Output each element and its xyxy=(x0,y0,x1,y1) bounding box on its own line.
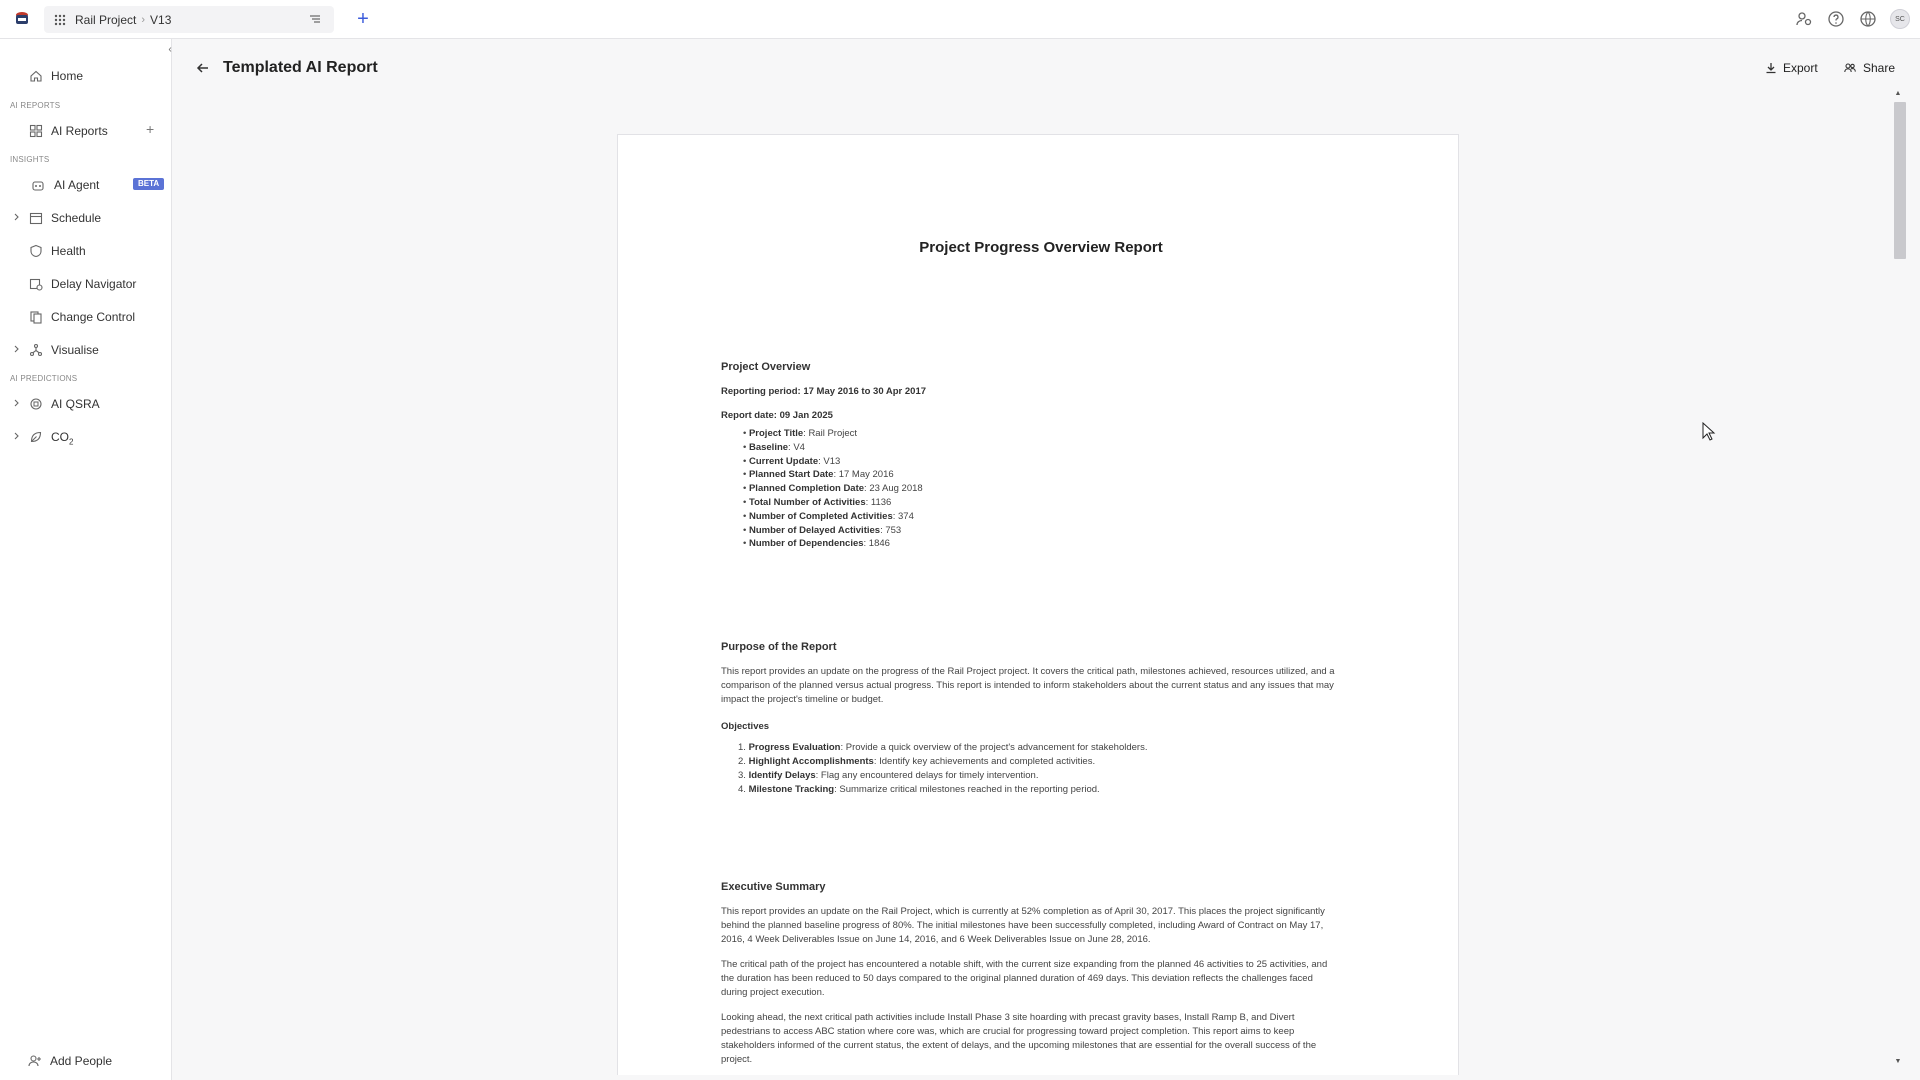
chevron-right-icon[interactable] xyxy=(12,344,22,354)
sidebar-item-ai-reports[interactable] xyxy=(0,118,171,144)
sidebar-item-label: Schedule xyxy=(51,211,102,225)
avatar[interactable]: SC xyxy=(1890,9,1910,29)
dashboard-icon xyxy=(29,124,43,138)
beta-badge: BETA xyxy=(133,178,164,190)
project-name: Rail Project xyxy=(75,12,137,27)
sidebar-item-change-control[interactable] xyxy=(0,304,171,330)
top-bar xyxy=(0,0,1920,39)
add-user-icon xyxy=(28,1054,42,1068)
list-item: 1. Progress Evaluation: Provide a quick overview of the project's advancement for stakeholders. xyxy=(738,742,1148,753)
purpose-text: This report provides an update on the progress of the Rail Project project. It covers the critical path, milestones achieved, resources utilized, and a comparison of the planned versus actual progress. This report is intended to inform stakeholders about the current status and any issues that may impact the project's timeline or budget. xyxy=(721,666,1335,705)
executive-summary-paragraph: Looking ahead, the next critical path activities include Install Phase 3 site hoarding with precast gravity bases, Install Ramp B, and Divert pedestrians to access ABC station where core was, which are crucial for progressing toward project completion. This report aims to keep stakeholders informed of the current status, the extent of delays, and the upcoming milestones that are essential for the overall success of the project. xyxy=(721,1012,1317,1065)
share-label: Share xyxy=(1863,61,1896,75)
sidebar-item-label: AI QSRA xyxy=(51,397,100,411)
user-settings-icon[interactable] xyxy=(1794,9,1814,29)
clock-calendar-icon xyxy=(29,277,43,291)
chevron-right-icon[interactable] xyxy=(12,398,22,408)
scroll-up-arrow[interactable]: ▲ xyxy=(1894,90,1902,97)
list-item: • Number of Dependencies: 1846 xyxy=(743,537,923,551)
sidebar-item-ai-qsra[interactable] xyxy=(0,391,171,417)
chevron-right-icon[interactable] xyxy=(12,212,22,222)
sidebar-item-label: Health xyxy=(51,244,86,258)
list-item: • Planned Completion Date: 23 Aug 2018 xyxy=(743,482,923,496)
sidebar-item-label: AI Reports xyxy=(51,124,108,138)
section-label-ai-reports: AI REPORTS xyxy=(10,101,61,110)
sidebar-item-label: Home xyxy=(51,69,84,83)
project-selector[interactable] xyxy=(44,6,334,33)
executive-summary-paragraph: This report provides an update on the Rail Project, which is currently at 52% completion as of April 30, 2017. This places the project significantly behind the planned baseline progress of 80%. The initial milestones have been successfully completed, including Award of Contract on May 17, 2016, 4 Week Deliverables Issue on June 14, 2016, and 6 Week Deliverables Issue on June 28, 2016. xyxy=(721,906,1325,945)
project-details-list xyxy=(743,427,923,551)
scroll-down-arrow[interactable]: ▼ xyxy=(1894,1058,1902,1065)
report-title: Project Progress Overview Report xyxy=(919,239,1163,256)
reporting-period: Reporting period: 17 May 2016 to 30 Apr 2017 xyxy=(721,386,927,397)
sidebar-item-schedule[interactable] xyxy=(0,205,171,231)
filter-icon[interactable] xyxy=(308,12,322,26)
list-item: 3. Identify Delays: Flag any encountered delays for timely intervention. xyxy=(738,770,1039,781)
add-report-button[interactable]: + xyxy=(146,121,155,137)
overview-heading: Project Overview xyxy=(721,361,811,373)
scrollbar-thumb[interactable] xyxy=(1894,102,1906,259)
section-label-ai-predictions: AI PREDICTIONS xyxy=(10,374,78,383)
globe-icon[interactable] xyxy=(1858,9,1878,29)
sidebar-item-co2[interactable] xyxy=(0,424,171,450)
sidebar-item-label: Visualise xyxy=(51,343,99,357)
sidebar-item-ai-agent[interactable] xyxy=(0,172,171,198)
sidebar-item-label: AI Agent xyxy=(54,178,100,192)
add-tab-button[interactable]: + xyxy=(357,8,369,30)
mouse-cursor-icon xyxy=(1702,422,1716,442)
sidebar-item-health[interactable] xyxy=(0,238,171,264)
objectives-heading: Objectives xyxy=(721,721,770,732)
list-item: • Number of Completed Activities: 374 xyxy=(743,510,923,524)
sidebar-item-visualise[interactable] xyxy=(0,337,171,363)
grid-icon xyxy=(53,13,67,27)
report-date: Report date: 09 Jan 2025 xyxy=(721,410,833,421)
report-page xyxy=(617,134,1459,1075)
download-icon xyxy=(1765,62,1777,74)
executive-summary-paragraph: The critical path of the project has encountered a notable shift, with the current size expanding from the planned 46 activities to 25 activities, and the duration has been reduced to 50 days compared to the original planned duration of 469 days. This deviation reflects the challenges faced during project execution. xyxy=(721,959,1328,998)
sidebar-item-label: Delay Navigator xyxy=(51,277,137,291)
home-icon xyxy=(29,69,43,83)
robot-icon xyxy=(31,178,45,192)
executive-summary-heading: Executive Summary xyxy=(721,881,826,893)
breadcrumb-separator: › xyxy=(141,13,146,26)
add-people-label: Add People xyxy=(50,1054,113,1068)
top-right-actions xyxy=(1794,9,1910,29)
objectives-list xyxy=(738,741,1147,797)
list-item: • Total Number of Activities: 1136 xyxy=(743,496,923,510)
back-arrow-icon[interactable] xyxy=(195,60,211,76)
sidebar-item-label: Change Control xyxy=(51,310,136,324)
report-viewer[interactable] xyxy=(173,90,1893,1075)
sidebar-item-label: $CO_2$ xyxy=(51,430,74,447)
brain-icon xyxy=(29,397,43,411)
calendar-icon xyxy=(29,211,43,225)
people-icon xyxy=(1843,62,1857,74)
leaf-icon xyxy=(29,430,43,444)
documents-icon xyxy=(29,310,43,324)
list-item: • Current Update: V13 xyxy=(743,455,923,469)
app-logo-icon[interactable] xyxy=(12,9,32,29)
list-item: • Planned Start Date: 17 May 2016 xyxy=(743,468,923,482)
collapse-sidebar-button[interactable]: ‹ xyxy=(168,44,172,55)
list-item: 2. Highlight Accomplishments: Identify key achievements and completed activities. xyxy=(738,756,1096,767)
section-label-insights: INSIGHTS xyxy=(10,155,50,164)
share-button[interactable] xyxy=(1843,61,1895,75)
export-button[interactable] xyxy=(1765,61,1818,75)
help-icon[interactable] xyxy=(1826,9,1846,29)
add-people-button[interactable] xyxy=(28,1054,112,1068)
project-version: V13 xyxy=(150,12,172,27)
purpose-heading: Purpose of the Report xyxy=(721,641,837,653)
sidebar-item-delay-navigator[interactable] xyxy=(0,271,171,297)
list-item: 4. Milestone Tracking: Summarize critical milestones reached in the reporting period. xyxy=(738,784,1100,795)
list-item: • Number of Delayed Activities: 753 xyxy=(743,524,923,538)
export-label: Export xyxy=(1783,61,1818,75)
shield-icon xyxy=(29,244,43,258)
page-title: Templated AI Report xyxy=(223,59,378,76)
list-item: • Baseline: V4 xyxy=(743,441,923,455)
sidebar-item-home[interactable] xyxy=(0,63,171,89)
sidebar xyxy=(0,39,172,1080)
list-item: • Project Title: Rail Project xyxy=(743,427,923,441)
network-icon xyxy=(29,343,43,357)
chevron-right-icon[interactable] xyxy=(12,431,22,441)
